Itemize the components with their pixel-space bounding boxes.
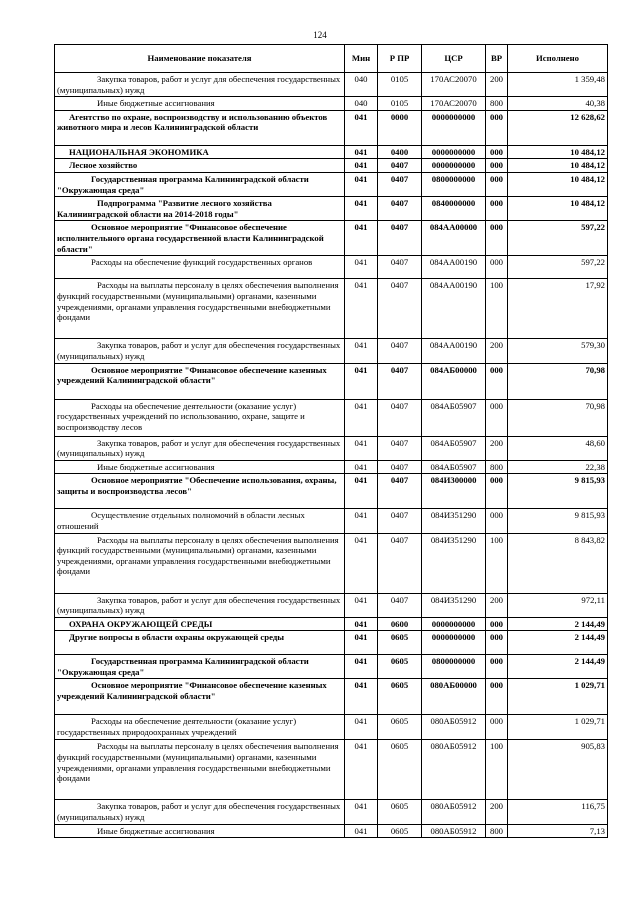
rpr-cell: 0407: [378, 221, 422, 256]
done-cell: 1 359,48: [508, 73, 608, 97]
done-cell: 905,83: [508, 740, 608, 800]
vr-cell: 000: [486, 221, 508, 256]
rpr-cell: 0605: [378, 824, 422, 838]
csr-cell: 084АБ05907: [422, 436, 486, 460]
min-cell: 040: [345, 73, 378, 97]
header-min: Мин: [345, 45, 378, 73]
rpr-cell: 0407: [378, 363, 422, 399]
name-cell: ОХРАНА ОКРУЖАЮЩЕЙ СРЕДЫ: [55, 617, 345, 631]
table-row: [55, 715, 608, 740]
rpr-cell: 0605: [378, 740, 422, 800]
vr-cell: 000: [486, 256, 508, 279]
min-cell: 041: [345, 593, 378, 617]
done-cell: 597,22: [508, 221, 608, 256]
done-cell: 7,13: [508, 824, 608, 838]
min-cell: 041: [345, 145, 378, 159]
done-cell: 2 144,49: [508, 631, 608, 655]
min-cell: 041: [345, 363, 378, 399]
done-cell: 10 484,12: [508, 197, 608, 221]
name-cell: Государственная программа Калининградской области "Окружающая среда": [55, 172, 345, 196]
csr-cell: 084И351290: [422, 509, 486, 533]
csr-cell: 080АБ05912: [422, 800, 486, 824]
vr-cell: 000: [486, 631, 508, 655]
table-row: [55, 399, 608, 436]
done-cell: 8 843,82: [508, 533, 608, 593]
name-cell: Иные бюджетные ассигнования: [55, 97, 345, 111]
vr-cell: 200: [486, 73, 508, 97]
name-cell: Закупка товаров, работ и услуг для обеспечения государственных (муниципальных) нужд: [55, 339, 345, 363]
csr-cell: 084АА00190: [422, 256, 486, 279]
done-cell: 70,98: [508, 399, 608, 436]
name-cell: Закупка товаров, работ и услуг для обеспечения государственных (муниципальных) нужд: [55, 593, 345, 617]
table-row: [55, 824, 608, 838]
min-cell: 041: [345, 631, 378, 655]
vr-cell: 000: [486, 399, 508, 436]
rpr-cell: 0407: [378, 339, 422, 363]
name-cell: Расходы на обеспечение деятельности (оказание услуг) государственных природоохранных учреждений: [55, 715, 345, 740]
table-row: [55, 279, 608, 339]
done-cell: 972,11: [508, 593, 608, 617]
vr-cell: 000: [486, 617, 508, 631]
table-row: [55, 631, 608, 655]
name-cell: Агентство по охране, воспроизводству и использованию объектов животного мира и лесов Калининградской области: [55, 110, 345, 145]
vr-cell: 000: [486, 655, 508, 679]
csr-cell: 084АА00190: [422, 339, 486, 363]
table-row: [55, 593, 608, 617]
done-cell: 10 484,12: [508, 172, 608, 196]
name-cell: Основное мероприятие "Финансовое обеспечение казенных учреждений Калининградской области": [55, 679, 345, 715]
table-row: [55, 197, 608, 221]
name-cell: Осуществление отдельных полномочий в области лесных отношений: [55, 509, 345, 533]
vr-cell: 000: [486, 715, 508, 740]
header-csr: ЦСР: [422, 45, 486, 73]
page-number: 124: [313, 30, 327, 40]
done-cell: 579,30: [508, 339, 608, 363]
name-cell: Основное мероприятие "Финансовое обеспечение исполнительного органа государственной власти Калининградской области": [55, 221, 345, 256]
name-cell: Основное мероприятие "Обеспечение использования, охраны, защиты и воспроизводства лесов": [55, 474, 345, 509]
done-cell: 597,22: [508, 256, 608, 279]
min-cell: 041: [345, 172, 378, 196]
csr-cell: 0800000000: [422, 172, 486, 196]
vr-cell: 200: [486, 436, 508, 460]
name-cell: Расходы на обеспечение функций государственных органов: [55, 256, 345, 279]
min-cell: 041: [345, 339, 378, 363]
rpr-cell: 0400: [378, 145, 422, 159]
done-cell: 116,75: [508, 800, 608, 824]
min-cell: 041: [345, 159, 378, 173]
vr-cell: 800: [486, 824, 508, 838]
rpr-cell: 0105: [378, 73, 422, 97]
csr-cell: 084АБ05907: [422, 399, 486, 436]
min-cell: 041: [345, 533, 378, 593]
rpr-cell: 0407: [378, 159, 422, 173]
csr-cell: 170АС20070: [422, 73, 486, 97]
name-cell: НАЦИОНАЛЬНАЯ ЭКОНОМИКА: [55, 145, 345, 159]
rpr-cell: 0605: [378, 715, 422, 740]
table-row: [55, 474, 608, 509]
vr-cell: 200: [486, 339, 508, 363]
min-cell: 041: [345, 110, 378, 145]
min-cell: 041: [345, 474, 378, 509]
table-row: [55, 800, 608, 824]
vr-cell: 100: [486, 740, 508, 800]
table-row: [55, 145, 608, 159]
table-row: [55, 363, 608, 399]
name-cell: Иные бюджетные ассигнования: [55, 824, 345, 838]
table-row: [55, 460, 608, 474]
vr-cell: 000: [486, 197, 508, 221]
vr-cell: 200: [486, 593, 508, 617]
csr-cell: 0000000000: [422, 159, 486, 173]
csr-cell: 080АБ05912: [422, 740, 486, 800]
name-cell: Расходы на выплаты персоналу в целях обеспечения выполнения функций государственными (муниципальными) органами, казенными учреждениями, органами управления государственными внебюджетными фондами: [55, 533, 345, 593]
table-header-row: [55, 45, 608, 73]
csr-cell: 084И351290: [422, 593, 486, 617]
vr-cell: 000: [486, 172, 508, 196]
csr-cell: 0000000000: [422, 145, 486, 159]
rpr-cell: 0407: [378, 593, 422, 617]
table-row: [55, 110, 608, 145]
vr-cell: 000: [486, 363, 508, 399]
table-row: [55, 436, 608, 460]
done-cell: 48,60: [508, 436, 608, 460]
rpr-cell: 0000: [378, 110, 422, 145]
rpr-cell: 0407: [378, 399, 422, 436]
name-cell: Закупка товаров, работ и услуг для обеспечения государственных (муниципальных) нужд: [55, 73, 345, 97]
rpr-cell: 0407: [378, 460, 422, 474]
vr-cell: 200: [486, 800, 508, 824]
table-row: [55, 97, 608, 111]
header-name: Наименование показателя: [55, 45, 345, 73]
vr-cell: 000: [486, 159, 508, 173]
min-cell: 041: [345, 617, 378, 631]
rpr-cell: 0407: [378, 256, 422, 279]
name-cell: Расходы на выплаты персоналу в целях обеспечения выполнения функций государственными (муниципальными) органами, казенными учреждениями, органами управления государственными внебюджетными фондами: [55, 279, 345, 339]
name-cell: Иные бюджетные ассигнования: [55, 460, 345, 474]
rpr-cell: 0407: [378, 197, 422, 221]
csr-cell: 080АБ05912: [422, 824, 486, 838]
rpr-cell: 0605: [378, 800, 422, 824]
csr-cell: 0000000000: [422, 617, 486, 631]
done-cell: 9 815,93: [508, 509, 608, 533]
rpr-cell: 0407: [378, 172, 422, 196]
done-cell: 70,98: [508, 363, 608, 399]
csr-cell: 080АБ00000: [422, 679, 486, 715]
min-cell: 040: [345, 97, 378, 111]
done-cell: 10 484,12: [508, 159, 608, 173]
min-cell: 041: [345, 655, 378, 679]
csr-cell: 084И351290: [422, 533, 486, 593]
table-body: [55, 73, 608, 838]
table-row: [55, 533, 608, 593]
done-cell: 1 029,71: [508, 679, 608, 715]
rpr-cell: 0407: [378, 533, 422, 593]
csr-cell: 080АБ05912: [422, 715, 486, 740]
table-row: [55, 256, 608, 279]
done-cell: 1 029,71: [508, 715, 608, 740]
csr-cell: 084АБ05907: [422, 460, 486, 474]
vr-cell: 800: [486, 97, 508, 111]
min-cell: 041: [345, 197, 378, 221]
vr-cell: 000: [486, 679, 508, 715]
min-cell: 041: [345, 509, 378, 533]
name-cell: Расходы на выплаты персоналу в целях обеспечения выполнения функций государственными (муниципальными) органами, казенными учреждениями, органами управления государственными внебюджетными фондами: [55, 740, 345, 800]
rpr-cell: 0605: [378, 655, 422, 679]
table-row: [55, 740, 608, 800]
vr-cell: 000: [486, 474, 508, 509]
name-cell: Расходы на обеспечение деятельности (оказание услуг) государственных учреждений по использованию, охране, защите и воспроизводству лесов: [55, 399, 345, 436]
table-row: [55, 172, 608, 196]
min-cell: 041: [345, 740, 378, 800]
table-row: [55, 73, 608, 97]
done-cell: 17,92: [508, 279, 608, 339]
name-cell: Закупка товаров, работ и услуг для обеспечения государственных (муниципальных) нужд: [55, 436, 345, 460]
min-cell: 041: [345, 679, 378, 715]
table-row: [55, 221, 608, 256]
header-rpr: Р ПР: [378, 45, 422, 73]
rpr-cell: 0407: [378, 509, 422, 533]
header-done: Исполнено: [508, 45, 608, 73]
csr-cell: 084АА00190: [422, 279, 486, 339]
table-row: [55, 509, 608, 533]
min-cell: 041: [345, 399, 378, 436]
min-cell: 041: [345, 436, 378, 460]
min-cell: 041: [345, 824, 378, 838]
rpr-cell: 0407: [378, 279, 422, 339]
vr-cell: 100: [486, 279, 508, 339]
table-row: [55, 617, 608, 631]
done-cell: 9 815,93: [508, 474, 608, 509]
csr-cell: 084АБ00000: [422, 363, 486, 399]
min-cell: 041: [345, 460, 378, 474]
csr-cell: 084АА00000: [422, 221, 486, 256]
done-cell: 40,38: [508, 97, 608, 111]
min-cell: 041: [345, 279, 378, 339]
min-cell: 041: [345, 221, 378, 256]
table-row: [55, 339, 608, 363]
rpr-cell: 0605: [378, 679, 422, 715]
csr-cell: 0000000000: [422, 110, 486, 145]
rpr-cell: 0605: [378, 631, 422, 655]
csr-cell: 170АС20070: [422, 97, 486, 111]
vr-cell: 000: [486, 145, 508, 159]
min-cell: 041: [345, 715, 378, 740]
vr-cell: 800: [486, 460, 508, 474]
rpr-cell: 0407: [378, 474, 422, 509]
csr-cell: 0800000000: [422, 655, 486, 679]
vr-cell: 000: [486, 509, 508, 533]
rpr-cell: 0407: [378, 436, 422, 460]
done-cell: 10 484,12: [508, 145, 608, 159]
done-cell: 2 144,49: [508, 655, 608, 679]
rpr-cell: 0600: [378, 617, 422, 631]
budget-table: [54, 44, 608, 838]
name-cell: Основное мероприятие "Финансовое обеспечение казенных учреждений Калининградской области": [55, 363, 345, 399]
csr-cell: 0000000000: [422, 631, 486, 655]
done-cell: 2 144,49: [508, 617, 608, 631]
name-cell: Государственная программа Калининградской области "Окружающая среда": [55, 655, 345, 679]
min-cell: 041: [345, 800, 378, 824]
table-row: [55, 655, 608, 679]
done-cell: 12 628,62: [508, 110, 608, 145]
done-cell: 22,38: [508, 460, 608, 474]
rpr-cell: 0105: [378, 97, 422, 111]
header-vr: ВР: [486, 45, 508, 73]
vr-cell: 100: [486, 533, 508, 593]
name-cell: Другие вопросы в области охраны окружающей среды: [55, 631, 345, 655]
name-cell: Закупка товаров, работ и услуг для обеспечения государственных (муниципальных) нужд: [55, 800, 345, 824]
name-cell: Лесное хозяйство: [55, 159, 345, 173]
csr-cell: 084И300000: [422, 474, 486, 509]
csr-cell: 0840000000: [422, 197, 486, 221]
table-row: [55, 159, 608, 173]
min-cell: 041: [345, 256, 378, 279]
name-cell: Подпрограмма "Развитие лесного хозяйства Калининградской области на 2014-2018 годы": [55, 197, 345, 221]
vr-cell: 000: [486, 110, 508, 145]
table-row: [55, 679, 608, 715]
